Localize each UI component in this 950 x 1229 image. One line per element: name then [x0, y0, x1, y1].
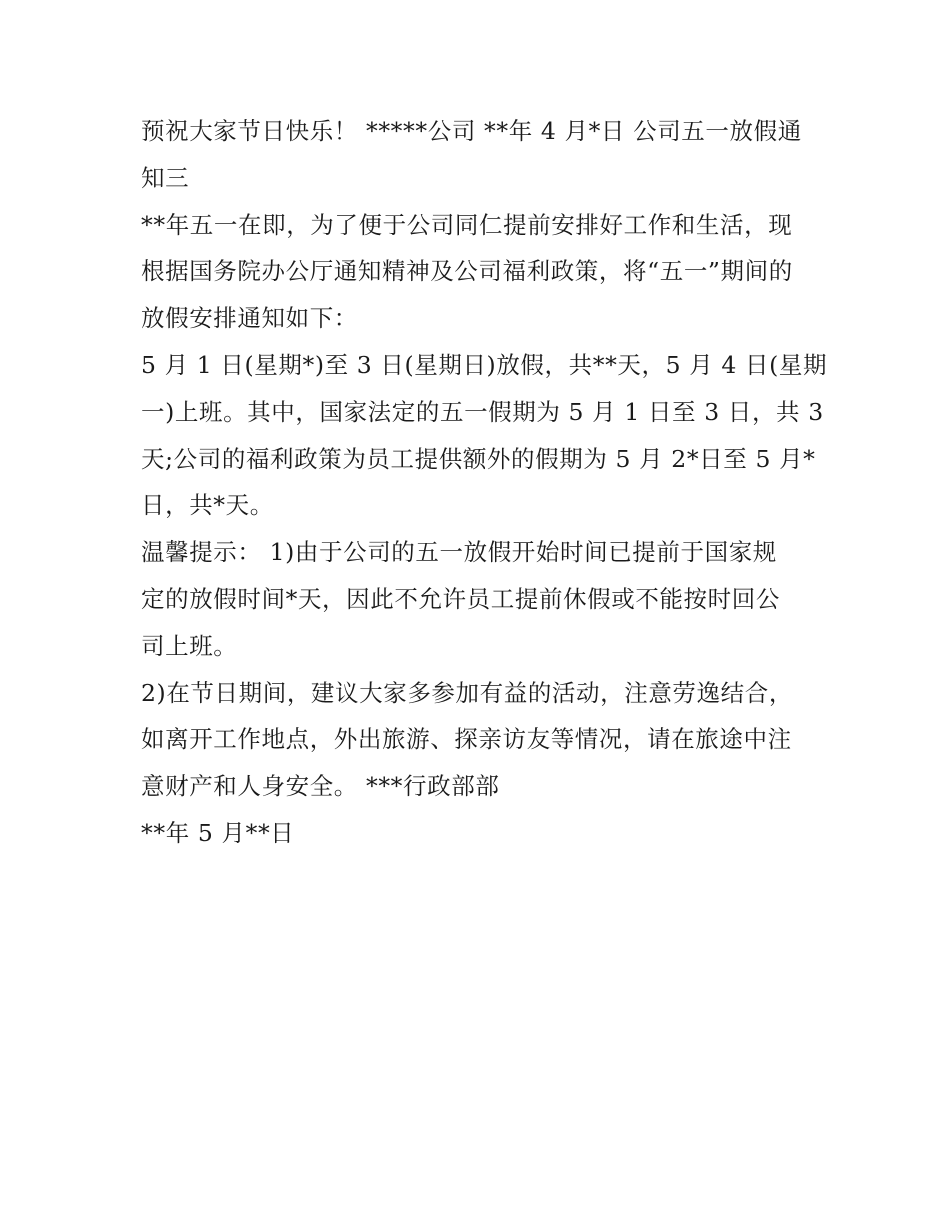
- text-line: 如离开工作地点，外出旅游、探亲访友等情况，请在旅途中注: [141, 725, 792, 754]
- text-line: 一)上班。其中，国家法定的五一假期为 5 月 1 日至 3 日，共 3: [141, 397, 824, 426]
- text-line: 天;公司的福利政策为员工提供额外的假期为 5 月 2*日至 5 月*: [141, 444, 816, 473]
- text-line: 根据国务院办公厅通知精神及公司福利政策，将“五一”期间的: [141, 257, 793, 286]
- text-line: 司上班。: [141, 631, 238, 660]
- text-line: 定的放假时间*天，因此不允许员工提前休假或不能按时回公: [141, 584, 780, 613]
- text-line: 温馨提示： 1)由于公司的五一放假开始时间已提前于国家规: [141, 538, 777, 567]
- text-line: 预祝大家节日快乐！ *****公司 **年 4 月*日 公司五一放假通: [141, 117, 802, 145]
- text-line: 知三: [141, 163, 190, 192]
- text-line: 放假安排通知如下：: [141, 304, 358, 333]
- text-line: **年 5 月**日: [141, 818, 295, 847]
- text-line: **年五一在即，为了便于公司同仁提前安排好工作和生活，现: [141, 210, 793, 239]
- text-line: 意财产和人身安全。 ***行政部部: [141, 772, 500, 801]
- document-body: [141, 108, 828, 857]
- text-line: 5 月 1 日(星期*)至 3 日(星期日)放假，共**天，5 月 4 日(星期: [141, 350, 828, 379]
- text-line: 2)在节日期间，建议大家多参加有益的活动，注意劳逸结合，: [141, 678, 793, 707]
- text-line: 日，共*天。: [141, 491, 274, 520]
